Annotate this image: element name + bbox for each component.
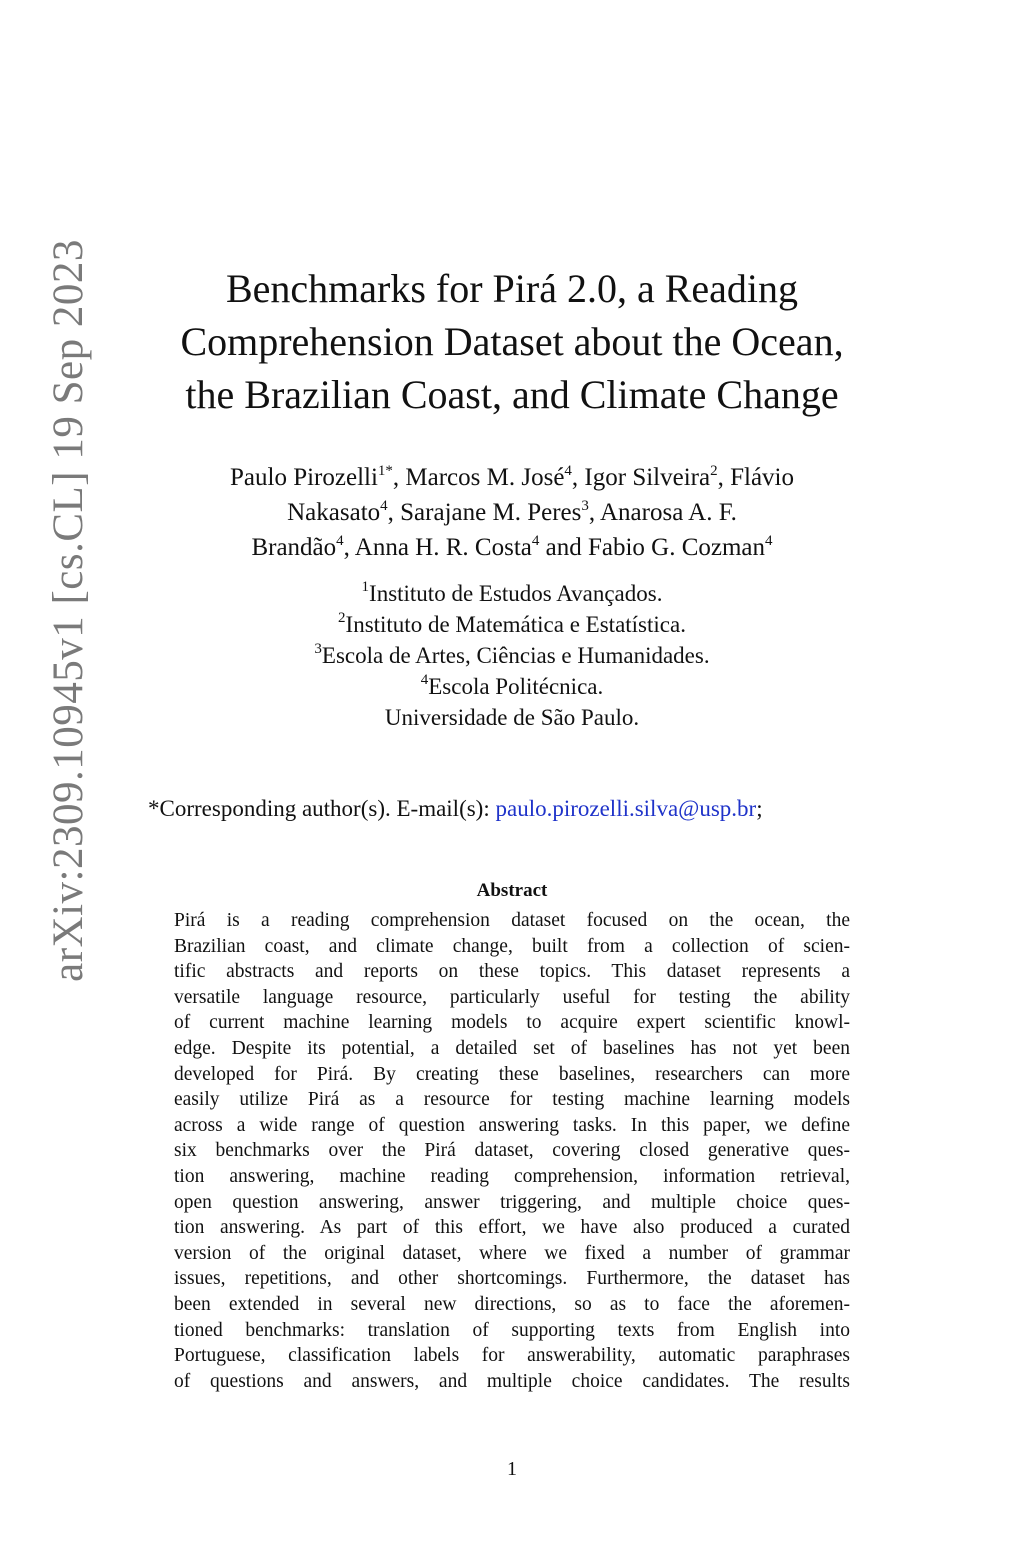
affiliation-text: Escola de Artes, Ciências e Humanidades. — [321, 643, 710, 668]
affiliation-item — [150, 578, 874, 609]
affiliation-text: Universidade de São Paulo. — [384, 705, 640, 730]
author-line-1 — [150, 460, 874, 495]
abstract-line: issues, repetitions, and other shortcomings. Furthermore, the dataset has — [174, 1268, 850, 1290]
author-affiliation-marker: 1* — [377, 463, 393, 479]
abstract-body — [174, 908, 850, 1394]
paper-title — [150, 262, 874, 421]
abstract-line: version of the original dataset, where we fixed a number of grammar — [174, 1242, 850, 1264]
author-separator: , — [588, 499, 600, 526]
abstract-line: tioned benchmarks: translation of supporting texts from English into — [174, 1319, 850, 1341]
affiliation-marker: 4 — [420, 672, 429, 688]
title-line: Comprehension Dataset about the Ocean, — [180, 319, 844, 364]
affiliation-text: Escola Politécnica. — [428, 674, 604, 699]
abstract-line: easily utilize Pirá as a resource for testing machine learning models — [174, 1089, 850, 1111]
abstract-line: Brazilian coast, and climate change, built from a collection of scien- — [174, 935, 850, 957]
author-name: Nakasato — [287, 499, 381, 526]
author-name: Fabio G. Cozman — [587, 534, 766, 561]
author-affiliation-marker: 4 — [765, 533, 773, 549]
title-line: the Brazilian Coast, and Climate Change — [185, 372, 839, 417]
arxiv-stamp-text: arXiv:2309.10945v1 [cs.CL] 19 Sep 2023 — [44, 238, 92, 982]
abstract-line: developed for Pirá. By creating these baselines, researchers can more — [174, 1063, 850, 1085]
abstract-line: Portuguese, classification labels for answerability, automatic paraphrases — [174, 1345, 850, 1367]
affiliation-text: Instituto de Matemática e Estatística. — [345, 612, 686, 637]
author-name: Anna H. R. Costa — [354, 534, 532, 561]
corresponding-email-link[interactable]: paulo.pirozelli.silva@usp.br — [495, 796, 757, 821]
abstract-line: tion answering, machine reading comprehension, information retrieval, — [174, 1165, 850, 1187]
page-number: 1 — [507, 1458, 517, 1480]
abstract-line: versatile language resource, particularly useful for testing the ability — [174, 986, 850, 1008]
affiliation-list — [150, 578, 874, 733]
author-separator: , — [343, 534, 355, 561]
abstract-line: six benchmarks over the Pirá dataset, covering closed generative ques- — [174, 1140, 850, 1162]
abstract-line: open question answering, answer triggering, and multiple choice ques- — [174, 1191, 850, 1213]
author-separator: and — [539, 534, 588, 561]
affiliation-marker: 1 — [361, 579, 370, 595]
corresponding-suffix: ; — [756, 796, 763, 821]
abstract-line: edge. Despite its potential, a detailed set of baselines has not yet been — [174, 1037, 850, 1059]
author-name: Flávio — [730, 464, 794, 491]
title-line: Benchmarks for Pirá 2.0, a Reading — [225, 266, 799, 311]
author-list — [150, 460, 874, 565]
corresponding-label: *Corresponding author(s). E-mail(s): — [148, 796, 496, 821]
abstract-heading: Abstract — [476, 880, 548, 901]
abstract-line: been extended in several new directions, so as to face the aforemen- — [174, 1293, 850, 1315]
abstract-line: of current machine learning models to acquire expert scientific knowl- — [174, 1012, 850, 1034]
affiliation-item — [150, 640, 874, 671]
author-line-3 — [150, 530, 874, 565]
arxiv-identifier-stamp — [38, 205, 98, 1015]
affiliation-item — [150, 702, 874, 733]
abstract-line: tific abstracts and reports on these topics. This dataset represents a — [174, 961, 850, 983]
author-affiliation-marker: 4 — [531, 533, 540, 549]
abstract-line: across a wide range of question answering tasks. In this paper, we define — [174, 1114, 850, 1136]
author-affiliation-marker: 4 — [564, 463, 572, 479]
author-separator: , — [387, 499, 401, 526]
author-affiliation-marker: 3 — [581, 498, 589, 514]
affiliation-item — [150, 671, 874, 702]
author-name: Paulo Pirozelli — [230, 464, 378, 491]
corresponding-author-note — [148, 793, 908, 824]
affiliation-marker: 3 — [314, 641, 322, 657]
author-separator: , — [717, 464, 731, 491]
author-affiliation-marker: 4 — [380, 498, 388, 514]
abstract-line: of questions and answers, and multiple choice candidates. The results — [174, 1370, 850, 1392]
author-name: Anarosa A. F. — [599, 499, 737, 526]
author-name: Igor Silveira — [584, 464, 711, 491]
author-separator: , — [571, 464, 585, 491]
author-name: Marcos M. José — [405, 464, 565, 491]
author-name: Brandão — [251, 534, 337, 561]
abstract-line: tion answering. As part of this effort, we have also produced a curated — [174, 1217, 850, 1239]
affiliation-marker: 2 — [338, 610, 346, 626]
author-separator: , — [392, 464, 406, 491]
author-affiliation-marker: 2 — [710, 463, 718, 479]
affiliation-item — [150, 609, 874, 640]
author-name: Sarajane M. Peres — [400, 499, 582, 526]
author-line-2 — [150, 495, 874, 530]
affiliation-text: Instituto de Estudos Avançados. — [369, 581, 663, 606]
author-affiliation-marker: 4 — [336, 533, 344, 549]
abstract-line: Pirá is a reading comprehension dataset focused on the ocean, the — [174, 910, 850, 931]
